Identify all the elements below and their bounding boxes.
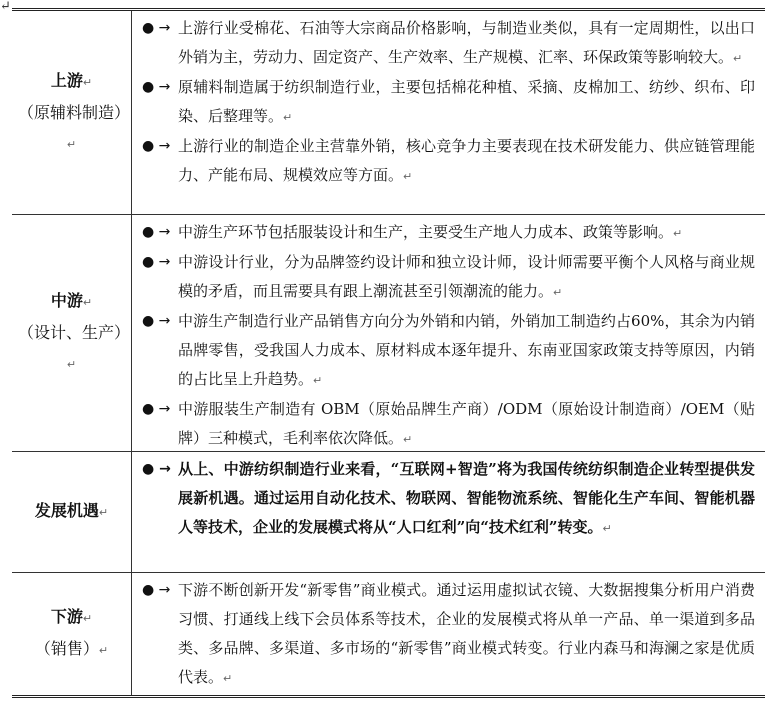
row-subtitle: （原辅料制造）	[18, 102, 131, 122]
paragraph-mark-icon: ↵	[733, 52, 743, 65]
row-content-midstream	[132, 215, 765, 451]
list-item-text: 中游服装生产制造有 OBM（原始品牌生产商）/ODM（原始设计制造商）/OEM（贴牌）三种模式，毛利率依次降低。	[178, 400, 755, 447]
row-title: 发展机遇	[34, 501, 99, 520]
bullet-icon: ●	[142, 461, 155, 477]
paragraph-mark-icon: ↵	[82, 612, 93, 625]
row-title: 上游	[50, 70, 83, 90]
list-item-text: 中游生产制造行业产品销售方向分为外销和内销，外销加工制造约占60%，其余为内销品牌零售，受我国人力成本、原材料成本逐年提升、东南亚国家政策支持等原因，内销的占比呈上升趋势。	[178, 312, 755, 388]
list-item-text: 原辅料制造属于纺织制造行业，主要包括棉花种植、采摘、皮棉加工、纺纱、织布、印染、后整理等。	[178, 78, 755, 125]
tab-arrow-icon: →	[158, 313, 171, 329]
bullet-icon: ●	[142, 582, 155, 598]
bullet-icon: ●	[142, 401, 155, 417]
paragraph-mark-icon: ↵	[403, 433, 413, 446]
tab-arrow-icon: →	[158, 79, 171, 95]
tab-arrow-icon: →	[158, 20, 171, 36]
list-item-text: 下游不断创新开发“新零售”商业模式。通过运用虚拟试衣镜、大数据搜集分析用户消费习惯、打通线上线下会员体系等技术，企业的发展模式将从单一产品、单一渠道到多品类、多品牌、多渠道、多市场的“新零售”商业模式转变。行业内森马和海澜之家是优质代表。	[178, 581, 755, 686]
paragraph-mark-icon: ↵	[0, 0, 11, 14]
table-row-downstream	[12, 573, 765, 695]
paragraph-mark-icon: ↵	[98, 644, 109, 657]
list-item-text: 上游行业的制造企业主营靠外销，核心竞争力主要表现在技术研发能力、供应链管理能力、产能布局、规模效应等方面。	[178, 137, 755, 184]
list-item	[142, 14, 755, 73]
row-subtitle: （销售）	[34, 639, 99, 658]
table-row-upstream	[12, 11, 765, 215]
list-item	[142, 307, 755, 395]
row-header-downstream	[12, 573, 132, 695]
table-row-midstream	[12, 215, 765, 452]
paragraph-mark-icon: ↵	[98, 506, 109, 519]
row-header-upstream	[12, 11, 132, 214]
paragraph-mark-icon: ↵	[403, 170, 413, 183]
row-subtitle: （设计、生产）	[18, 323, 131, 342]
list-item	[142, 395, 755, 454]
bullet-icon: ●	[142, 224, 155, 240]
paragraph-mark-icon: ↵	[82, 75, 93, 89]
list-item	[142, 455, 755, 543]
list-item	[142, 218, 755, 248]
list-item-text: 中游设计行业，分为品牌签约设计师和独立设计师，设计师需要平衡个人风格与商业规模的矛盾，而且需要具有跟上潮流甚至引领潮流的能力。	[178, 253, 755, 300]
row-title: 下游	[50, 607, 83, 626]
row-title: 中游	[50, 291, 83, 310]
paragraph-mark-icon: ↵	[66, 358, 77, 371]
bullet-icon: ●	[142, 20, 155, 36]
row-content-opportunity	[132, 452, 765, 572]
list-item-text: 上游行业受棉花、石油等大宗商品价格影响，与制造业类似，具有一定周期性，以出口外销为主，劳动力、固定资产、生产效率、生产规模、汇率、环保政策等影响较大。	[178, 19, 755, 66]
list-item	[142, 73, 755, 132]
row-content-upstream	[132, 11, 765, 214]
list-item	[142, 576, 755, 693]
paragraph-mark-icon: ↵	[66, 137, 77, 151]
paragraph-mark-icon: ↵	[223, 672, 233, 685]
paragraph-mark-icon: ↵	[82, 296, 93, 309]
table-row-opportunity	[12, 452, 765, 573]
paragraph-mark-icon: ↵	[283, 111, 293, 124]
bullet-icon: ●	[142, 313, 155, 329]
industry-chain-table	[12, 8, 765, 698]
row-header-opportunity	[12, 452, 132, 572]
list-item-text: 中游生产环节包括服装设计和生产，主要受生产地人力成本、政策等影响。	[178, 223, 674, 241]
paragraph-mark-icon: ↵	[673, 227, 683, 240]
tab-arrow-icon: →	[159, 461, 171, 477]
paragraph-mark-icon: ↵	[553, 286, 563, 299]
bullet-icon: ●	[142, 138, 155, 154]
bullet-icon: ●	[142, 254, 155, 270]
tab-arrow-icon: →	[158, 582, 171, 598]
tab-arrow-icon: →	[158, 138, 171, 154]
tab-arrow-icon: →	[158, 401, 171, 417]
list-item-text: 从上、中游纺织制造行业来看，“互联网+智造”将为我国传统纺织制造企业转型提供发展新机遇。通过运用自动化技术、物联网、智能物流系统、智能化生产车间、智能机器人等技术，企业的发展模式将从“人口红利”向“技术红利”转变。	[178, 460, 755, 536]
paragraph-mark-icon: ↵	[313, 374, 323, 387]
list-item	[142, 132, 755, 191]
tab-arrow-icon: →	[158, 254, 171, 270]
bullet-icon: ●	[142, 79, 155, 95]
row-content-downstream	[132, 573, 765, 695]
row-header-midstream	[12, 215, 132, 451]
paragraph-mark-icon: ↵	[602, 522, 612, 535]
list-item	[142, 248, 755, 307]
tab-arrow-icon: →	[158, 224, 171, 240]
